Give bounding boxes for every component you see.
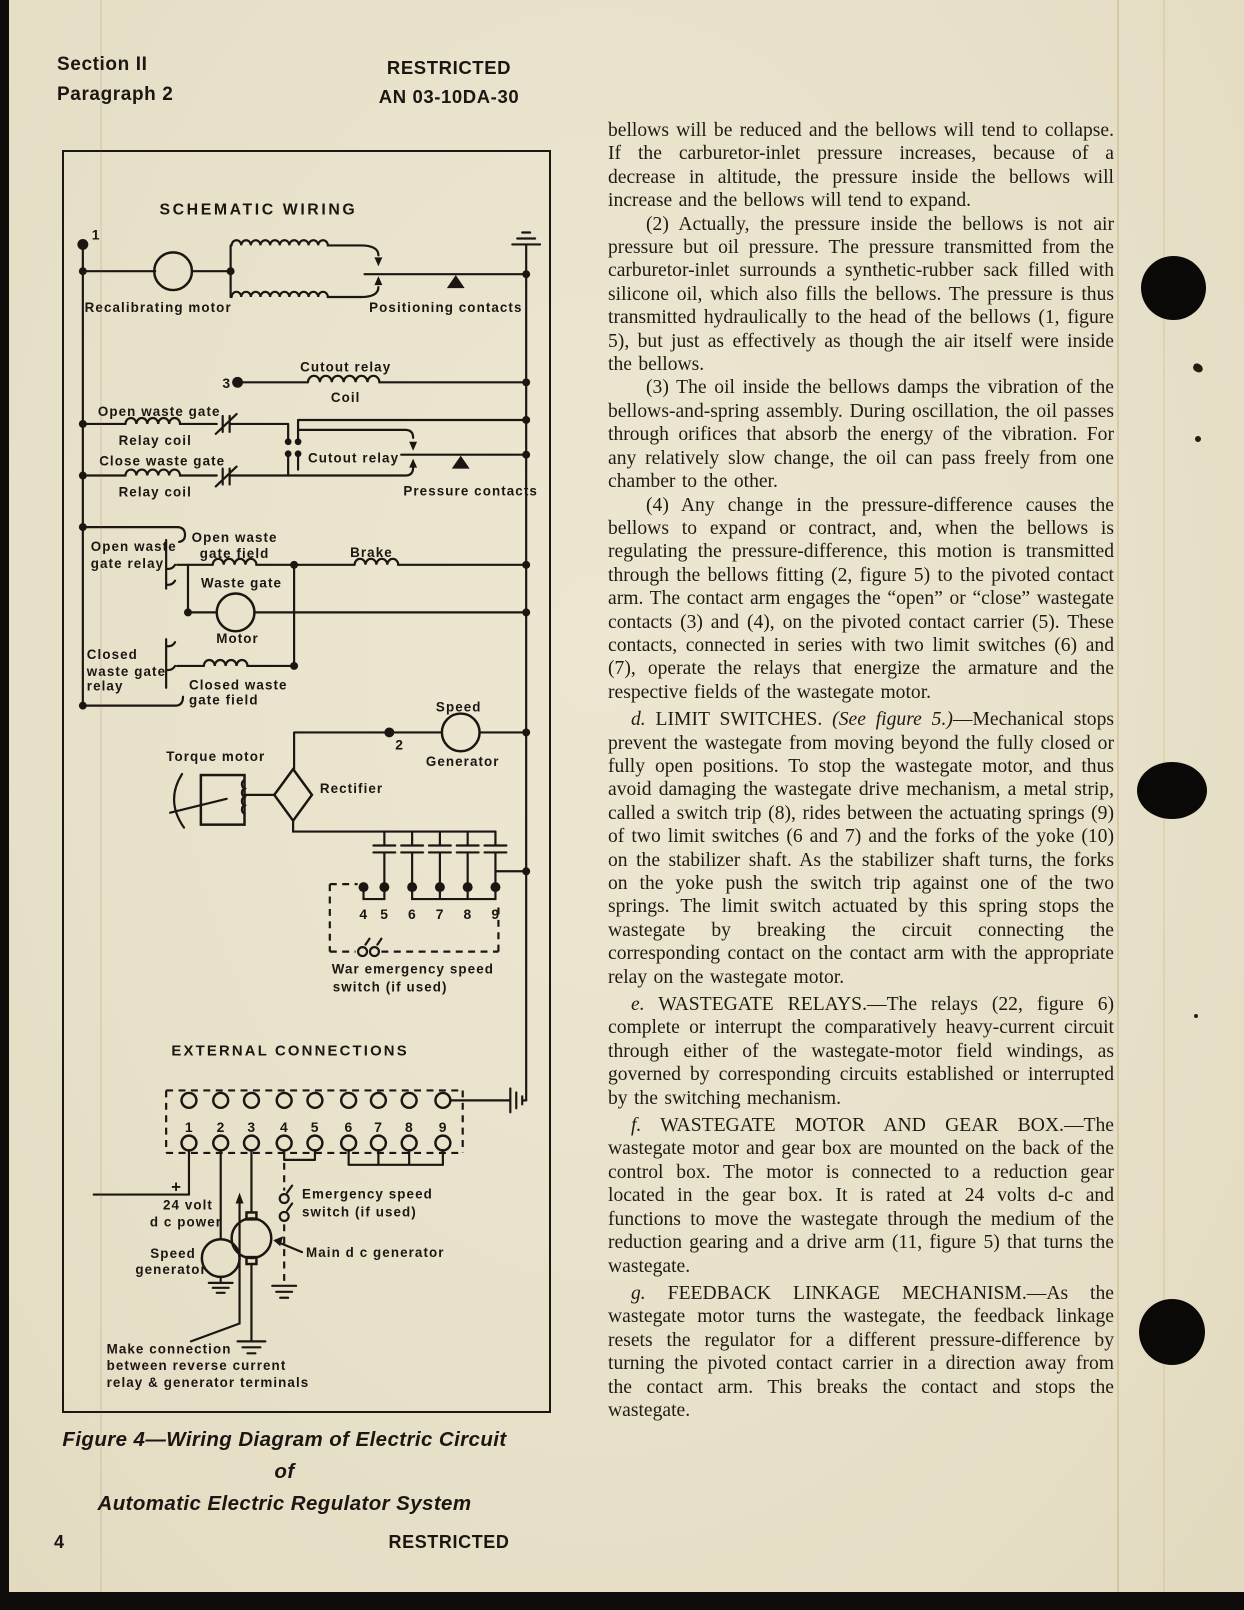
ink-speck <box>1194 1014 1198 1018</box>
conn-number-4: 4 <box>280 1119 289 1136</box>
wastegate-motor-symbol <box>217 594 255 632</box>
emergency-label-1: Emergency speed <box>302 1186 433 1202</box>
body-text-column <box>608 119 1114 1422</box>
figure-4-wiring-diagram <box>62 150 551 1413</box>
figure-caption-line1: Figure 4—Wiring Diagram of Electric Circuit of <box>62 1428 507 1483</box>
paper-crease <box>1117 0 1119 1610</box>
power-label-2: d c power <box>149 1214 223 1230</box>
conn-number-7: 7 <box>374 1119 383 1136</box>
war-switch-label-1: War emergency speed <box>331 961 495 977</box>
open-relay-label-1: Open waste <box>90 538 177 554</box>
paragraph-e-body: —The relays (22, figure 6) complete or interrupt the comparatively heavy-current circuit through either of the wastegate-motor field windings, as governed by corresponding circuits established or interrupted by the switching mechanism. <box>608 994 1115 1109</box>
relay-coil-close-label: Relay coil <box>118 484 192 500</box>
cap-terminal-7: 7 <box>435 905 445 922</box>
positioning-contacts-label: Positioning contacts <box>369 299 523 315</box>
header-section: Section II <box>57 54 148 75</box>
paragraph-e-wastegate-relays <box>608 993 1114 1110</box>
paragraph-d-see-ref: (See figure 5.) <box>832 709 953 731</box>
external-connections-title: EXTERNAL CONNECTIONS <box>171 1043 409 1060</box>
conn-number-2: 2 <box>216 1119 225 1136</box>
hole-punch <box>1139 1299 1205 1365</box>
open-waste-gate-label: Open waste gate <box>97 404 221 420</box>
paragraph-g-feedback-linkage <box>608 1282 1114 1422</box>
war-emergency-switch-glyph <box>358 939 381 956</box>
scan-edge-bottom <box>0 1592 1244 1610</box>
main-dc-generator-label: Main d c generator <box>306 1245 445 1261</box>
closed-relay-label-3: relay <box>86 678 124 694</box>
cap-terminal-8: 8 <box>463 905 472 922</box>
terminal-2-label: 2 <box>395 736 404 753</box>
scan-edge-left <box>0 0 9 1610</box>
open-relay-label-2: gate relay <box>90 555 165 571</box>
paragraph-2: (2) Actually, the pressure inside the bellows is not air pressure but oil pressure. The pressure transmitted from the carburetor-inlet surrounds a synthetic-rubber sack filled with silicone oil, which also fills the bellows. The pressure is thus transmitted hydraulically to the head of the bellows (1, figure 5), but just as effectively as though the air itself were inside the bellows. <box>608 213 1114 376</box>
cutout-relay-label: Cutout relay <box>300 359 392 375</box>
hole-punch <box>1141 256 1206 320</box>
waste-gate-label: Waste gate <box>201 575 283 591</box>
emergency-label-2: switch (if used) <box>302 1204 417 1220</box>
open-field-label-2: gate field <box>199 545 270 561</box>
motor-label: Motor <box>216 631 259 647</box>
paragraph-f-body: —The wastegate motor and gear box are mounted on the back of the control box. The motor is connected to a reduction gear located in the gear box. It is rated at 24 volts d-c and functions to move the wastegate through the medium of the reduction gearing and a drive arm (11, figure 5) that turns the wastegate. <box>608 1115 1115 1277</box>
conn-number-3: 3 <box>247 1119 256 1136</box>
header-doc-number: AN 03-10DA-30 <box>378 86 520 107</box>
figure-caption-line2: Automatic Electric Regulator System <box>97 1492 472 1515</box>
recalibrating-motor-symbol <box>154 252 192 290</box>
paragraph-f-wastegate-motor <box>608 1114 1114 1278</box>
make-connection-label-1: Make connection <box>106 1341 232 1357</box>
conn-number-1: 1 <box>184 1119 194 1136</box>
conn-number-9: 9 <box>438 1119 447 1136</box>
paragraph-continuation: bellows will be reduced and the bellows will tend to collapse. If the carburetor-inlet pressure increases, because of a decrease in altitude, the pressure inside the bellows will increase and the bellows will tend to expand. <box>608 120 1114 212</box>
brake-label: Brake <box>350 544 393 560</box>
cap-terminal-9: 9 <box>491 905 500 922</box>
paper-crease <box>100 0 102 1610</box>
power-label-1: 24 volt <box>162 1197 213 1213</box>
war-switch-label-2: switch (if used) <box>332 979 448 995</box>
paragraph-e-title: WASTEGATE RELAYS. <box>658 994 867 1016</box>
plus-sign: + <box>171 1177 182 1197</box>
conn-number-5: 5 <box>310 1119 320 1136</box>
speed-label: Speed <box>435 699 482 715</box>
figure-caption <box>62 1424 507 1520</box>
speed-gen-label-1: Speed <box>150 1246 196 1262</box>
cap-terminal-5: 5 <box>380 905 389 922</box>
paragraph-g-letter: g. <box>631 1282 646 1304</box>
open-field-label-1: Open waste <box>191 529 278 545</box>
paragraph-d-letter: d. <box>631 709 646 731</box>
closed-field-label-1: Closed waste <box>188 677 288 693</box>
terminal-1-label: 1 <box>91 226 100 243</box>
coil-label: Coil <box>330 390 361 406</box>
rectifier-symbol <box>274 769 312 821</box>
closed-field-label-2: gate field <box>188 692 259 708</box>
closed-relay-label-1: Closed <box>86 647 138 663</box>
paragraph-e-letter: e. <box>631 994 645 1016</box>
generator-brush-bottom <box>246 1257 256 1264</box>
paragraph-4: (4) Any change in the pressure-difference causes the bellows to expand or contract, and, when the bellows is regulating the pressure-difference, this motion is transmitted through the bellows fitting (2, figure 5) to the pivoted contact arm. The contact arm engages the “open” or “close” wastegate contacts (3) and (4), on the pivoted contact carrier (5). These contacts, connected in series with two limit switches (6) and (7), operate the relays that energize the armature and the respective fields of the wastegate motor. <box>608 494 1114 703</box>
speed-gen-label-2: generator <box>135 1261 207 1277</box>
page-number: 4 <box>54 1532 65 1552</box>
paragraph-f-letter: f. <box>631 1115 642 1137</box>
rectifier-label: Rectifier <box>319 780 384 796</box>
conn-number-8: 8 <box>405 1119 414 1136</box>
generator-label: Generator <box>425 754 500 770</box>
recalibrating-motor-label: Recalibrating motor <box>84 299 232 315</box>
close-waste-gate-label: Close waste gate <box>99 453 226 469</box>
torque-motor-label: Torque motor <box>166 749 266 765</box>
terminal-3-label: 3 <box>222 375 231 392</box>
pressure-contacts-label: Pressure contacts <box>403 483 538 499</box>
schematic-title: SCHEMATIC WIRING <box>159 201 358 219</box>
speed-generator-symbol <box>442 714 480 752</box>
paragraph-f-title: WASTEGATE MOTOR AND GEAR BOX. <box>660 1115 1064 1137</box>
header-paragraph: Paragraph 2 <box>57 84 174 105</box>
cutout-relay-contacts-label: Cutout relay <box>307 450 400 466</box>
main-dc-generator-symbol <box>232 1218 272 1258</box>
wiring-diagram-svg <box>64 152 549 1411</box>
paragraph-g-title: FEEDBACK LINKAGE MECHANISM. <box>667 1282 1027 1304</box>
cap-terminal-4: 4 <box>359 905 368 922</box>
generator-brush-top <box>246 1212 256 1219</box>
paragraph-3: (3) The oil inside the bellows damps the vibration of the bellows-and-spring assembly. During oscillation, the oil passes through orifices that absorb the energy of the vibration. For any relatively slow change, the oil can pass freely from one chamber to the other. <box>608 377 1114 493</box>
closed-relay-label-2: waste gate <box>86 663 167 679</box>
paragraph-d-title: LIMIT SWITCHES. <box>655 709 823 731</box>
ink-speck <box>1195 436 1201 442</box>
make-connection-label-3: relay & generator terminals <box>106 1375 310 1391</box>
paragraph-d-body: —Mechanical stops prevent the wastegate from moving beyond the fully closed or fully open positions. To stop the wastegate motor, and thus avoid damaging the wastegate drive mechanism, a metal strip, called a switch trip (8), rides between the actuating springs (9) of two limit switches (6 and 7) and the forks of the yoke (10) on the stabilizer shaft. As the stabilizer shaft turns, the forks on the yoke push the switch trip against one of the two springs. The limit switch actuated by this spring stops the wastegate by breaking the circuit connecting the corresponding contact on the contact arm with the appropriate relay on the wastegate motor. <box>608 709 1114 988</box>
header-restricted: RESTRICTED <box>386 57 512 78</box>
ink-speck <box>1192 362 1204 373</box>
hole-punch <box>1137 762 1207 819</box>
relay-coil-open-label: Relay coil <box>118 432 192 448</box>
footer-restricted: RESTRICTED <box>388 1532 510 1552</box>
paragraph-d-limit-switches <box>608 708 1114 989</box>
make-connection-label-2: between reverse current <box>106 1358 287 1374</box>
conn-number-6: 6 <box>344 1119 353 1136</box>
cap-terminal-6: 6 <box>408 905 417 922</box>
paragraph-g-body: —As the wastegate motor turns the wastegate, the feedback linkage resets the regulator for a different pressure-difference by turning the pivoted contact carrier in a direction away from the contact arm. This breaks the contact and stops the wastegate. <box>608 1282 1114 1421</box>
